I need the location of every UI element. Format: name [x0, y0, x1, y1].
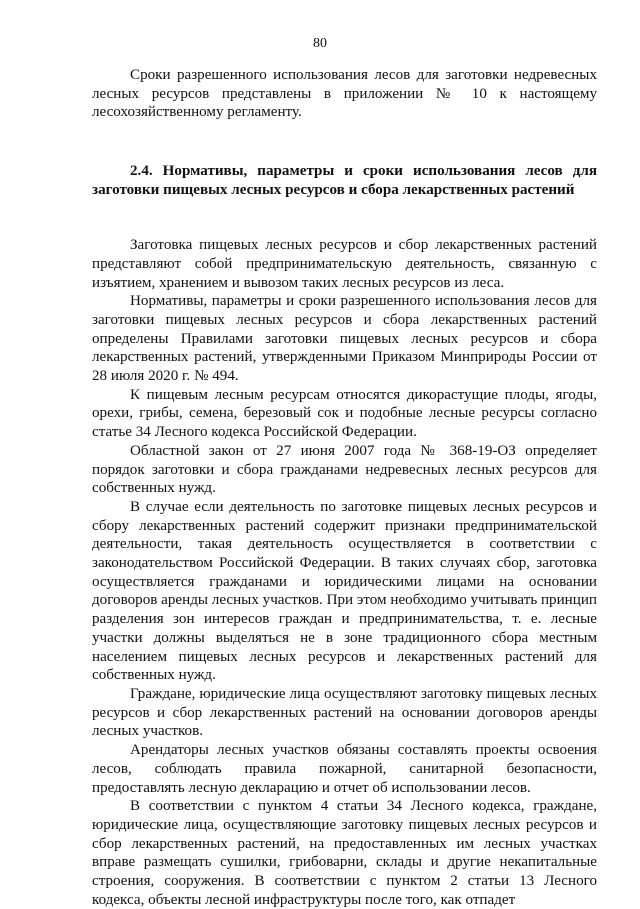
paragraph-5: В случае если деятельность по заготовке пищевых лесных ресурсов и сбору лекарственных растений содержит признаки предпринимательской деятельности, такая деятельность осуществляется в соответствии с законодательством Российской Федерации. В таких случаях сбор, заготовка осуществляется гражданами и юридическими лицами на основании договоров аренды лесных участков. При этом необходимо учитывать принцип разделения зон интересов граждан и предпринимательства, т. е. лесные участки должны выделяться не в зоне традиционного сбора местным населением пищевых лесных ресурсов и лекарственных растений для собственных нужд. — [92, 498, 597, 684]
paragraph-7: Арендаторы лесных участков обязаны составлять проекты освоения лесов, соблюдать правила пожарной, санитарной безопасности, предоставлять лесную декларацию и отчет об использовании лесов. — [92, 742, 597, 796]
intro-paragraph: Сроки разрешенного использования лесов для заготовки недревесных лесных ресурсов представлены в приложении № 10 к настоящему лесохозяйственному регламенту. — [92, 67, 597, 121]
paragraph-8: В соответствии с пунктом 4 статьи 34 Лесного кодекса, граждане, юридические лица, осуществляющие заготовку пищевых лесных ресурсов и сбор лекарственных растений, на предоставленных им лесных участках вправе размещать сушилки, грибоварни, склады и другие некапитальные строения, сооружения. В соответствии с пунктом 2 статьи 13 Лесного кодекса, объекты лесной инфраструктуры после того, как отпадет — [92, 798, 597, 908]
paragraph-3: К пищевым лесным ресурсам относятся дикорастущие плоды, ягоды, орехи, грибы, семена, березовый сок и подобные лесные ресурсы согласно статье 34 Лесного кодекса Российской Федерации. — [92, 386, 597, 441]
page-number: 80 — [313, 36, 327, 51]
paragraph-4: Областной закон от 27 июня 2007 года № 368-19-ОЗ определяет порядок заготовки и сбора гражданами недревесных лесных ресурсов для собственных нужд. — [92, 442, 597, 497]
paragraph-1: Заготовка пищевых лесных ресурсов и сбор лекарственных растений представляют собой предпринимательскую деятельность, связанную с изъятием, хранением и вывозом таких лесных ресурсов из леса. — [92, 237, 597, 291]
paragraph-2: Нормативы, параметры и сроки разрешенного использования лесов для заготовки пищевых лесных ресурсов и сбора лекарственных растений определены Правилами заготовки пищевых лесных ресурсов и сбора лекарственных растений, утвержденными Приказом Минприроды России от 28 июля 2020 г. № 494. — [92, 293, 597, 385]
paragraph-6: Граждане, юридические лица осуществляют заготовку пищевых лесных ресурсов и сбор лекарственных растений на основании договоров аренды лесных участков. — [92, 685, 597, 740]
document-body — [92, 66, 597, 909]
section-heading: 2.4. Нормативы, параметры и сроки использования лесов для заготовки пищевых лесных ресурсов и сбора лекарственных растений — [92, 163, 597, 198]
